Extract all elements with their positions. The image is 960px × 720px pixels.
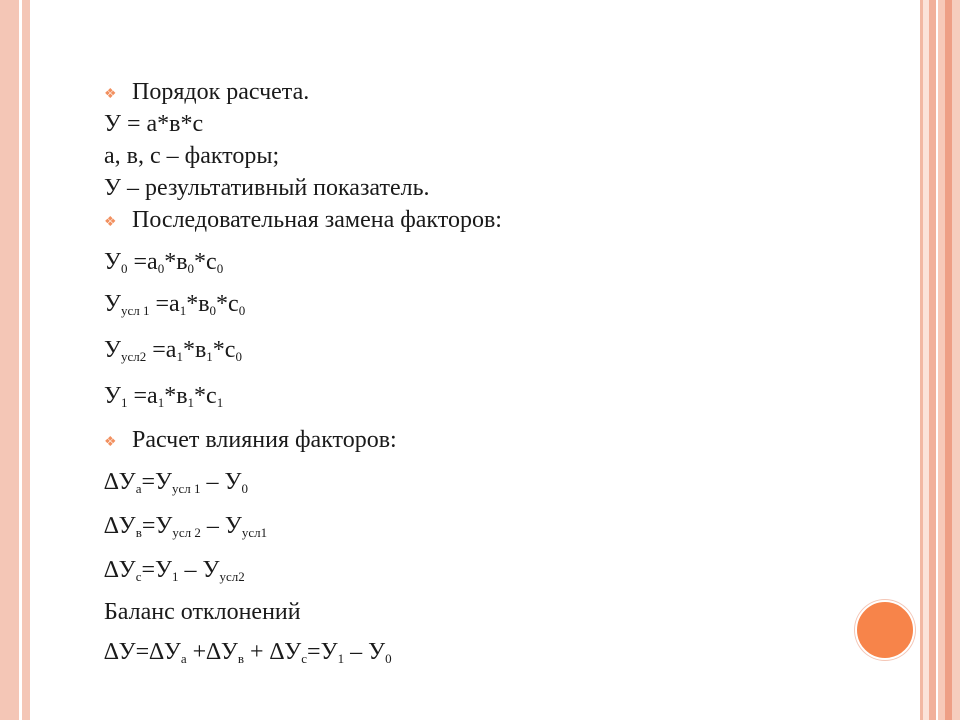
factors-definition: а, в, с – факторы;: [104, 143, 280, 169]
formula-main: У = а*в*с: [104, 111, 204, 137]
right-decorative-band: [918, 0, 960, 720]
bullet-icon: ❖: [104, 215, 117, 230]
left-frame-band: [0, 0, 30, 720]
bullet-icon: ❖: [104, 435, 117, 450]
balance-label: Баланс отклонений: [104, 599, 301, 625]
influence-formula: $\Delta У_а=У_{усл 1} - У_0$: [104, 469, 249, 496]
heading-influence: Расчет влияния факторов:: [132, 427, 397, 453]
substitution-formula: $У_1 =а_1*в_1*с_1$: [104, 383, 224, 410]
decorative-orange-circle: [855, 600, 915, 660]
heading-order: Порядок расчета.: [132, 79, 310, 105]
left-frame-line: [19, 0, 22, 720]
substitution-formula: $У_{усл 1} =а_1*в_0*с_0$: [104, 291, 246, 318]
heading-substitution: Последовательная замена факторов:: [132, 207, 502, 233]
substitution-formula: $У_0 =а_0*в_0*с_0$: [104, 249, 224, 276]
substitution-formula: $У_{усл2} =а_1*в_1*с_0$: [104, 337, 242, 364]
bullet-icon: ❖: [104, 87, 117, 102]
balance-formula: $\Delta У=\Delta У_а +\Delta У_в + \Delta У_с=У_1 - У_0$: [104, 639, 392, 666]
result-definition: У – результативный показатель.: [104, 175, 430, 201]
influence-formula: $\Delta У_в=У_{усл 2} - У_{усл1}$: [104, 513, 268, 540]
influence-formula: $\Delta У_с=У_1 - У_{усл2}$: [104, 557, 245, 584]
